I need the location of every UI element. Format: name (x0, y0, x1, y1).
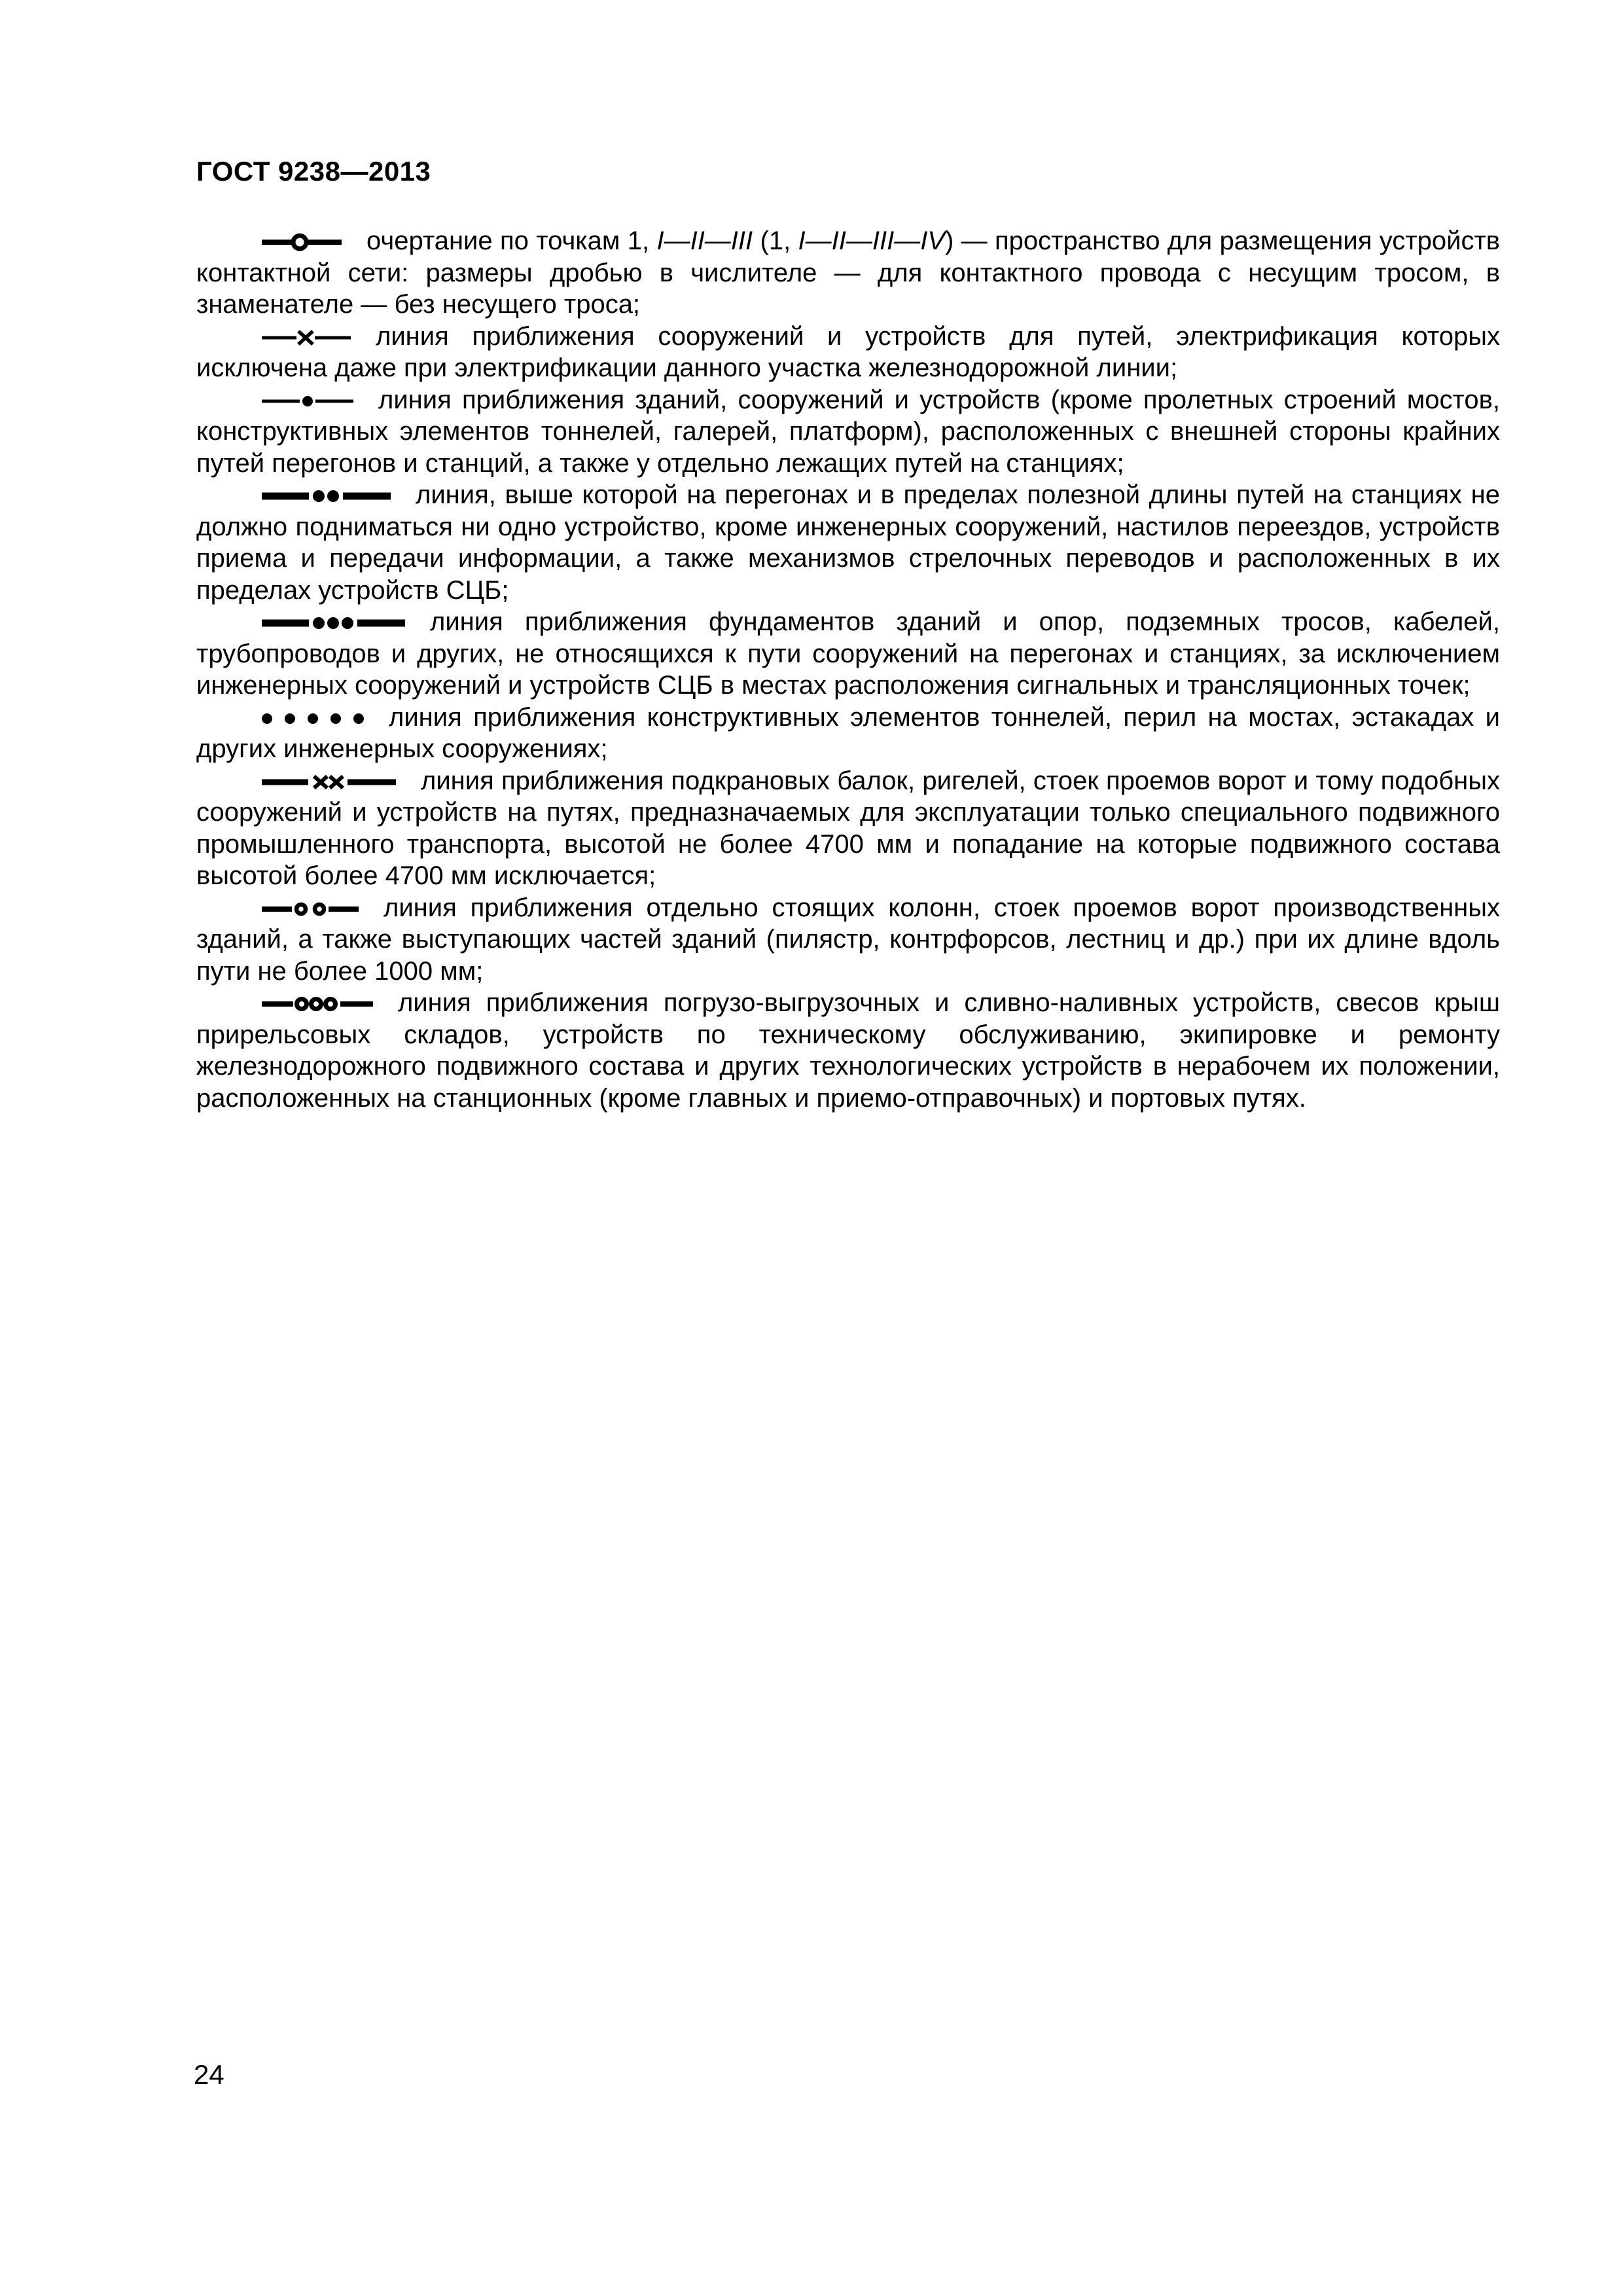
document-title: ГОСТ 9238—2013 (196, 156, 431, 187)
legend-item (196, 892, 1500, 988)
legend-item (196, 702, 1500, 765)
legend-item (196, 606, 1500, 702)
legend-item-text: линия приближения сооружений и устройств для путей, электрификация которых исключена даже при электрификации данного участка железнодорожной линии; (196, 321, 1500, 382)
dash-dot-dash-icon (262, 384, 353, 416)
legend-item-text: линия приближения подкрановых балок, ригелей, стоек проемов ворот и тому подобных сооружений и устройств на путях, предназначаемых для эксплуатации только специального подвижного промышленного транспорта, высотой не более 4700 мм и попадание на которые подвижного состава высотой более 4700 мм исключается; (196, 766, 1500, 890)
dash-circle-dash-icon (262, 225, 342, 257)
legend-item-text: линия, выше которой на перегонах и в пределах полезной длины путей на станциях не должно подниматься ни одно устройство, кроме инженерных сооружений, настилов переездов, устройств приема и передачи информации, а также механизмов стрелочных переводов и расположенных в их пределах устройств СЦБ; (196, 480, 1500, 605)
legend-item (196, 225, 1500, 321)
legend-item (196, 765, 1500, 892)
legend-item (196, 479, 1500, 606)
dash-two-dots-dash-icon (262, 479, 391, 511)
legend-list (196, 225, 1500, 1114)
page-number: 24 (194, 2059, 224, 2090)
legend-item-text: линия приближения отдельно стоящих колонн, стоек проемов ворот производственных зданий, а также выступающих частей зданий (пилястр, контрфорсов, лестниц и др.) при их длине вдоль пути не более 1000 мм; (196, 893, 1500, 986)
legend-item-text: линия приближения фундаментов зданий и опор, подземных тросов, кабелей, трубопроводов и других, не относящихся к пути сооружений на перегонах и станциях, за исключением инженерных сооружений и устройств СЦБ в местах расположения сигнальных и трансляционных точек; (196, 607, 1500, 700)
legend-item (196, 987, 1500, 1114)
five-dots-icon (262, 702, 364, 734)
legend-item (196, 384, 1500, 480)
dash-x-dash-icon (262, 321, 351, 353)
dash-ooo-dash-icon (262, 987, 373, 1019)
dash-xx-dash-icon (262, 765, 396, 797)
dash-three-dots-dash-icon (262, 606, 405, 638)
legend-item (196, 321, 1500, 384)
legend-item-text: линия приближения конструктивных элементов тоннелей, перил на мостах, эстакадах и других инженерных сооружениях; (196, 702, 1500, 763)
legend-item-text: линия приближения зданий, сооружений и устройств (кроме пролетных строений мостов, конструктивных элементов тоннелей, галерей, платформ), расположенных с внешней стороны крайних путей перегонов и станций, а также у отдельно лежащих путей на станциях; (196, 385, 1500, 478)
legend-item-text: очертание по точкам 1, I—II—III (1, I—II—III—IV) — пространство для размещения устройств контактной сети: размеры дробью в числителе — для контактного провода с несущим тросом, в знаменателе — без несущего троса; (196, 226, 1501, 319)
dash-oo-dash-icon (262, 892, 359, 924)
legend-item-text: линия приближения погрузо-выгрузочных и сливно-наливных устройств, свесов крыш прирельсовых складов, устройств по техническому обслуживанию, экипировке и ремонту железнодорожного подвижного состава и других технологических устройств в нерабочем их положении, расположенных на станционных (кроме главных и приемо-отправочных) и портовых путях. (196, 988, 1500, 1113)
